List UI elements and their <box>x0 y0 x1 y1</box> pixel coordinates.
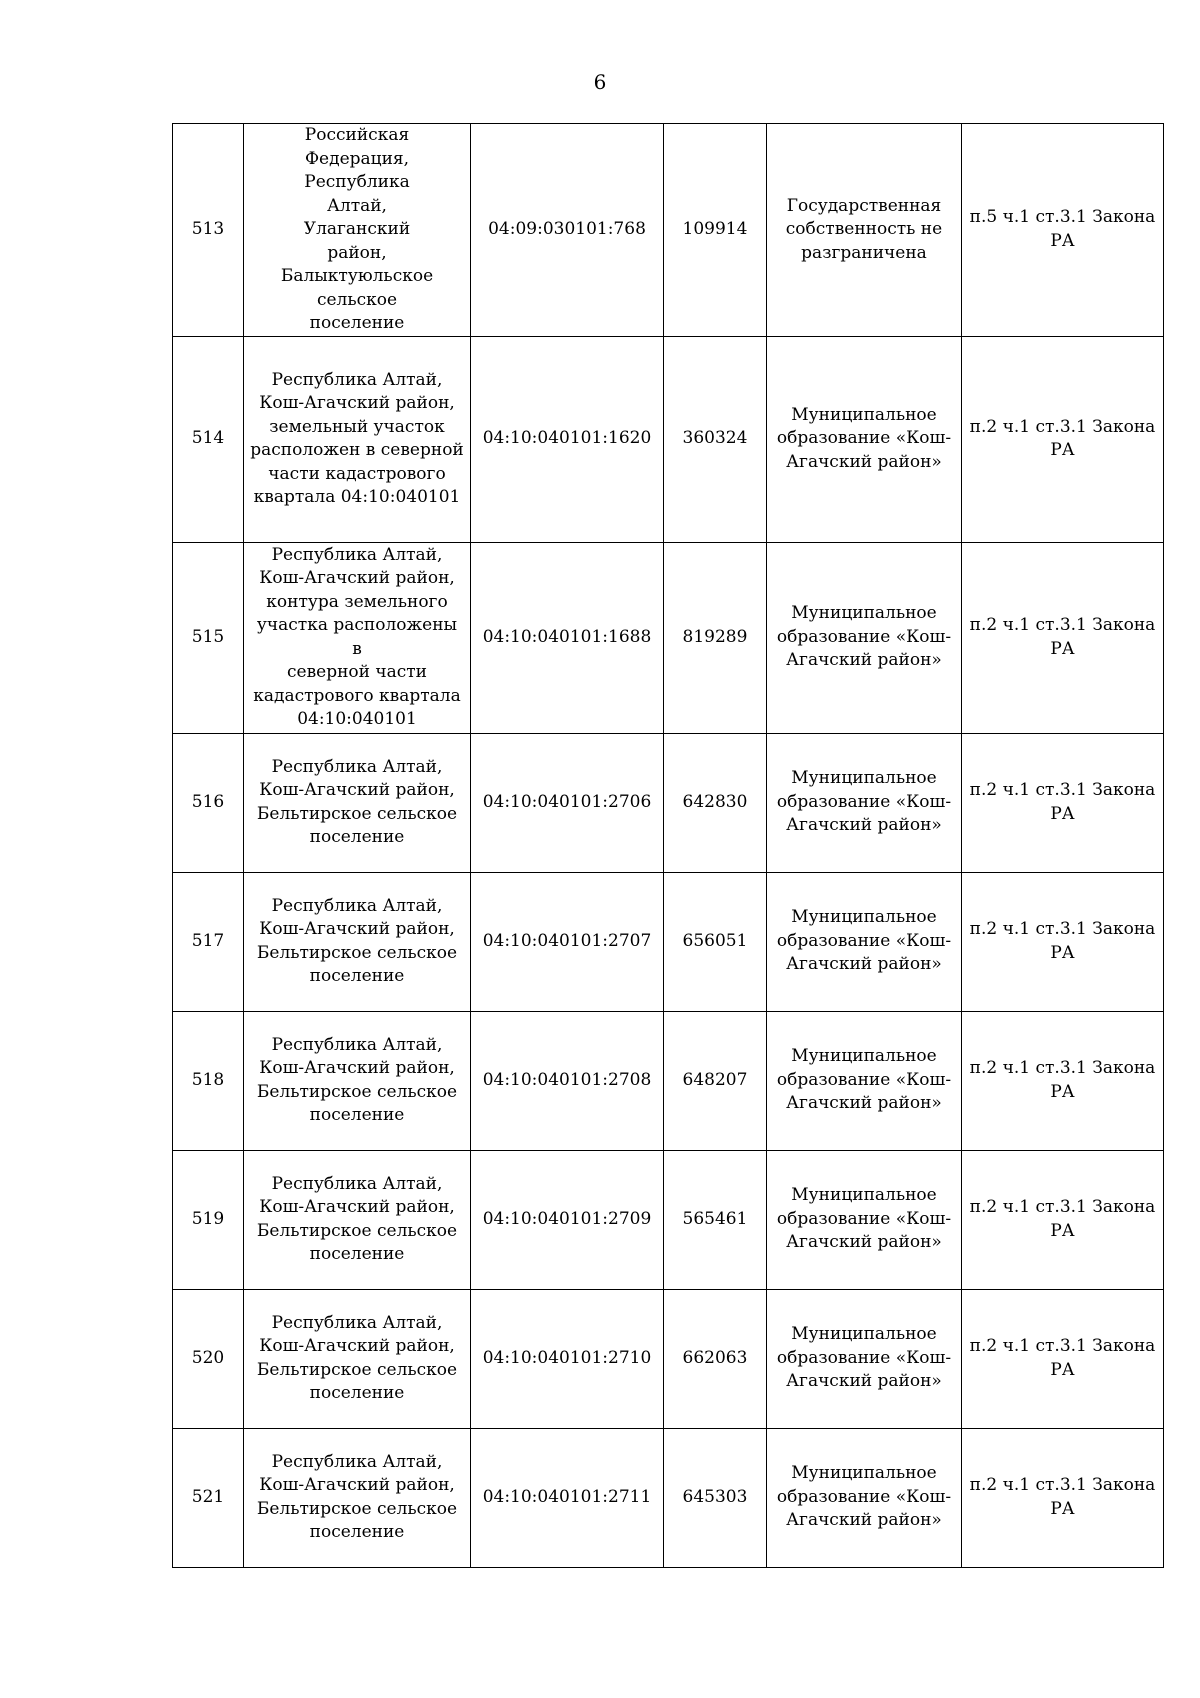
location-line: Кош-Агачский район, <box>259 568 455 588</box>
ownership-line: Агачский район» <box>786 1232 942 1253</box>
row-number-cell: 517 <box>173 872 244 1011</box>
location-line: расположен в северной <box>250 440 464 460</box>
ownership-cell <box>767 1428 962 1567</box>
cadastral-number-cell: 04:10:040101:2710 <box>471 1289 664 1428</box>
area-cell: 645303 <box>664 1428 767 1567</box>
ownership-line: Агачский район» <box>786 1371 942 1392</box>
area-cell: 819289 <box>664 542 767 733</box>
legal-basis-cell <box>962 872 1164 1011</box>
location-line: северной части <box>286 662 428 682</box>
area-cell: 656051 <box>664 872 767 1011</box>
ownership-line: Агачский район» <box>786 650 942 671</box>
location-line: Бельтирское сельское <box>256 1498 458 1519</box>
table-row <box>173 336 1164 542</box>
cadastral-number-cell: 04:10:040101:1620 <box>471 336 664 542</box>
table-row <box>173 542 1164 733</box>
cadastral-number-cell: 04:10:040101:2706 <box>471 733 664 872</box>
legal-basis-line: РА <box>1050 1220 1075 1241</box>
table-row <box>173 124 1164 337</box>
location-line: поселение <box>309 1105 405 1125</box>
area-cell: 565461 <box>664 1150 767 1289</box>
location-line: Российская <box>304 125 410 145</box>
table-row <box>173 872 1164 1011</box>
legal-basis-line: РА <box>1050 440 1075 460</box>
legal-basis-line: п.2 ч.1 ст.3.1 Закона <box>969 1336 1156 1356</box>
cadastral-number-cell: 04:09:030101:768 <box>471 124 664 337</box>
row-number-cell: 519 <box>173 1150 244 1289</box>
ownership-line: разграничена <box>801 242 927 263</box>
location-line: Кош-Агачский район, <box>259 1336 455 1356</box>
ownership-line: Муниципальное <box>791 768 937 789</box>
row-number-cell: 515 <box>173 542 244 733</box>
location-line: поселение <box>309 313 405 333</box>
location-line: Алтай, <box>327 195 387 216</box>
location-line: Кош-Агачский район, <box>259 1058 455 1078</box>
legal-basis-line: п.2 ч.1 ст.3.1 Закона <box>969 919 1156 939</box>
location-line: Улаганский <box>303 219 411 239</box>
location-line: части кадастрового <box>268 463 446 484</box>
location-line: Республика Алтай, <box>271 1312 443 1333</box>
legal-basis-cell <box>962 542 1164 733</box>
legal-basis-line: п.5 ч.1 ст.3.1 Закона <box>969 207 1156 228</box>
location-line: поселение <box>309 1522 405 1542</box>
location-line: Республика Алтай, <box>271 544 443 565</box>
table-body <box>173 124 1164 1568</box>
ownership-cell <box>767 872 962 1011</box>
ownership-line: образование «Кош- <box>776 930 952 951</box>
location-cell <box>244 336 471 542</box>
location-line: Республика Алтай, <box>271 1451 443 1472</box>
location-line: Республика Алтай, <box>271 756 443 777</box>
location-line: поселение <box>309 1244 405 1264</box>
legal-basis-cell <box>962 1428 1164 1567</box>
cadastral-number-cell: 04:10:040101:2708 <box>471 1011 664 1150</box>
location-line: кадастрового квартала <box>253 685 461 706</box>
ownership-line: Муниципальное <box>791 1046 937 1067</box>
location-line: Республика <box>304 172 410 192</box>
area-cell: 642830 <box>664 733 767 872</box>
location-line: Кош-Агачский район, <box>259 1197 455 1217</box>
row-number-cell: 516 <box>173 733 244 872</box>
location-cell <box>244 1428 471 1567</box>
cadastral-number-cell: 04:10:040101:1688 <box>471 542 664 733</box>
location-line: 04:10:040101 <box>297 709 417 729</box>
location-line: Республика Алтай, <box>271 1173 443 1194</box>
location-line: Республика Алтай, <box>271 369 443 390</box>
cadastral-number-cell: 04:10:040101:2711 <box>471 1428 664 1567</box>
table-row <box>173 1289 1164 1428</box>
legal-basis-line: п.2 ч.1 ст.3.1 Закона <box>969 416 1156 437</box>
location-line: земельный участок <box>269 416 445 437</box>
legal-basis-line: п.2 ч.1 ст.3.1 Закона <box>969 615 1156 635</box>
legal-basis-line: п.2 ч.1 ст.3.1 Закона <box>969 1197 1156 1217</box>
location-cell <box>244 124 471 337</box>
legal-basis-line: РА <box>1050 1498 1075 1519</box>
table-row <box>173 733 1164 872</box>
ownership-line: Агачский район» <box>786 815 942 836</box>
legal-basis-line: РА <box>1050 1359 1075 1380</box>
ownership-line: Муниципальное <box>791 404 937 425</box>
legal-basis-cell <box>962 1011 1164 1150</box>
legal-basis-cell <box>962 124 1164 337</box>
row-number-cell: 518 <box>173 1011 244 1150</box>
location-line: Кош-Агачский район, <box>259 780 455 800</box>
location-line: контура земельного <box>266 591 448 612</box>
legal-basis-line: п.2 ч.1 ст.3.1 Закона <box>969 780 1156 800</box>
ownership-line: Агачский район» <box>786 1510 942 1531</box>
ownership-cell <box>767 1150 962 1289</box>
location-line: Бельтирское сельское <box>256 803 458 824</box>
ownership-cell <box>767 1289 962 1428</box>
row-number-cell: 514 <box>173 336 244 542</box>
legal-basis-cell <box>962 733 1164 872</box>
row-number-cell: 521 <box>173 1428 244 1567</box>
ownership-line: образование «Кош- <box>776 1486 952 1507</box>
location-line: Федерация, <box>304 148 410 169</box>
table-row <box>173 1011 1164 1150</box>
ownership-cell <box>767 124 962 337</box>
legal-basis-line: п.2 ч.1 ст.3.1 Закона <box>969 1058 1156 1078</box>
location-cell <box>244 1150 471 1289</box>
area-cell: 662063 <box>664 1289 767 1428</box>
table-row <box>173 1150 1164 1289</box>
ownership-line: Муниципальное <box>791 1185 937 1206</box>
ownership-line: Муниципальное <box>791 603 937 624</box>
land-plots-table <box>172 123 1164 1568</box>
page-number: 6 <box>593 70 607 94</box>
ownership-line: Агачский район» <box>786 451 942 472</box>
location-cell <box>244 1289 471 1428</box>
location-line: квартала 04:10:040101 <box>253 487 461 507</box>
area-cell: 360324 <box>664 336 767 542</box>
location-cell <box>244 733 471 872</box>
ownership-line: собственность не <box>785 219 943 239</box>
ownership-line: образование «Кош- <box>776 1208 952 1229</box>
location-line: поселение <box>309 827 405 847</box>
area-cell: 648207 <box>664 1011 767 1150</box>
legal-basis-line: РА <box>1050 638 1075 659</box>
ownership-line: образование «Кош- <box>776 1069 952 1090</box>
ownership-line: образование «Кош- <box>776 428 952 449</box>
ownership-cell <box>767 733 962 872</box>
ownership-cell <box>767 1011 962 1150</box>
location-line: Бельтирское сельское <box>256 1359 458 1380</box>
legal-basis-cell <box>962 1289 1164 1428</box>
ownership-line: Муниципальное <box>791 907 937 928</box>
location-line: поселение <box>309 1383 405 1403</box>
row-number-cell: 520 <box>173 1289 244 1428</box>
legal-basis-line: РА <box>1050 230 1075 251</box>
ownership-line: Агачский район» <box>786 1093 942 1114</box>
location-line: Кош-Агачский район, <box>259 1475 455 1495</box>
ownership-line: Муниципальное <box>791 1463 937 1484</box>
location-line: Бельтирское сельское <box>256 1081 458 1102</box>
cadastral-number-cell: 04:10:040101:2707 <box>471 872 664 1011</box>
ownership-line: Государственная <box>786 195 942 216</box>
legal-basis-line: РА <box>1050 803 1075 824</box>
location-line: поселение <box>309 966 405 986</box>
ownership-line: образование «Кош- <box>776 791 952 812</box>
location-line: Республика Алтай, <box>271 1034 443 1055</box>
legal-basis-line: п.2 ч.1 ст.3.1 Закона <box>969 1475 1156 1495</box>
location-line: участка расположены в <box>256 615 458 659</box>
legal-basis-line: РА <box>1050 1081 1075 1102</box>
cadastral-number-cell: 04:10:040101:2709 <box>471 1150 664 1289</box>
area-cell: 109914 <box>664 124 767 337</box>
row-number-cell: 513 <box>173 124 244 337</box>
ownership-line: образование «Кош- <box>776 626 952 647</box>
ownership-line: Муниципальное <box>791 1324 937 1345</box>
ownership-line: Агачский район» <box>786 954 942 975</box>
legal-basis-cell <box>962 336 1164 542</box>
location-line: Балыктуюльское <box>280 266 434 286</box>
ownership-cell <box>767 542 962 733</box>
ownership-cell <box>767 336 962 542</box>
ownership-line: образование «Кош- <box>776 1347 952 1368</box>
location-cell <box>244 872 471 1011</box>
location-cell <box>244 1011 471 1150</box>
location-line: Кош-Агачский район, <box>259 393 455 413</box>
legal-basis-line: РА <box>1050 942 1075 963</box>
table-row <box>173 1428 1164 1567</box>
location-line: Республика Алтай, <box>271 895 443 916</box>
location-line: сельское <box>316 289 398 310</box>
legal-basis-cell <box>962 1150 1164 1289</box>
location-cell <box>244 542 471 733</box>
location-line: район, <box>327 242 387 263</box>
location-line: Бельтирское сельское <box>256 1220 458 1241</box>
location-line: Кош-Агачский район, <box>259 919 455 939</box>
location-line: Бельтирское сельское <box>256 942 458 963</box>
